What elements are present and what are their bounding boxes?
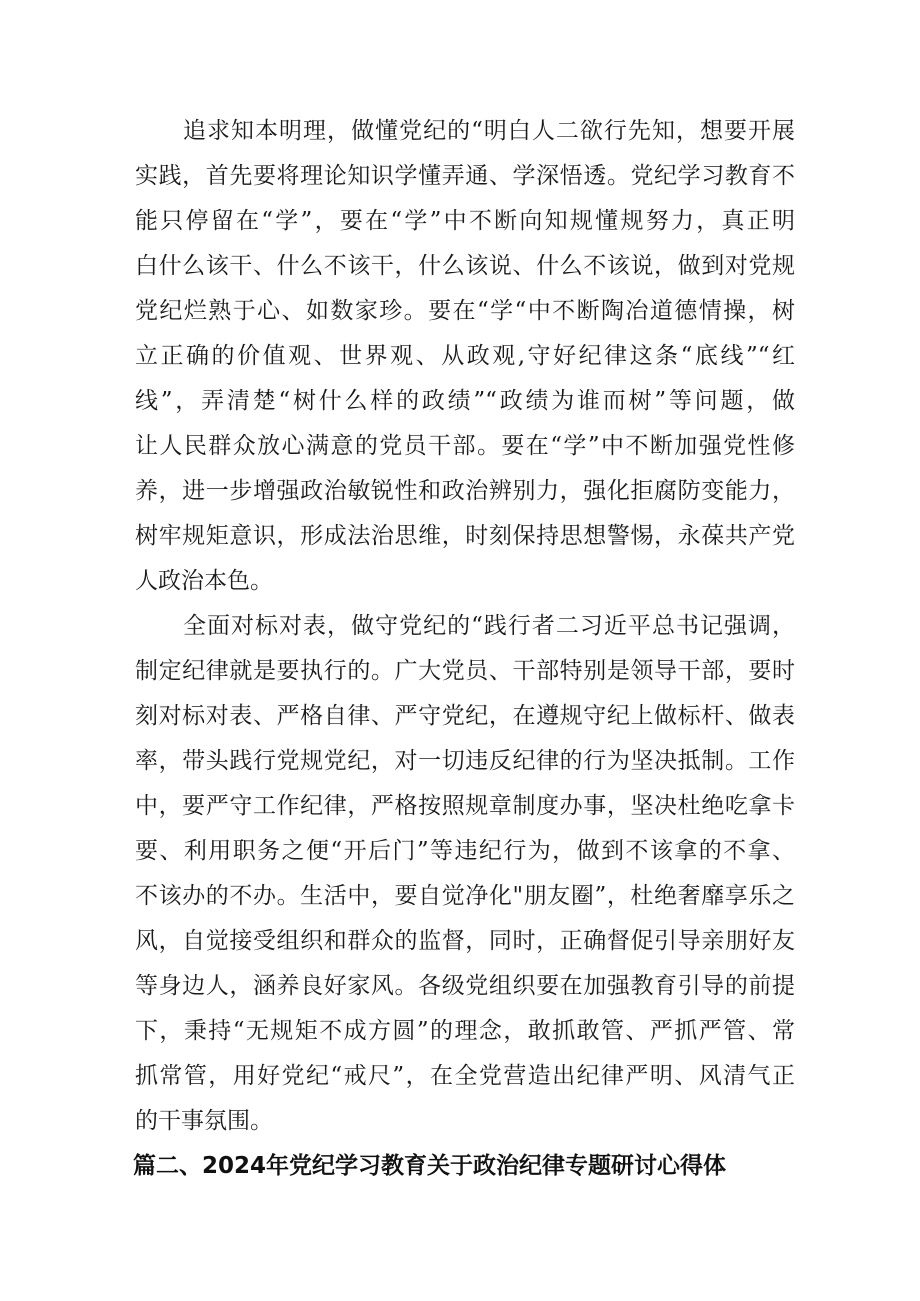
paragraph-2-line-2: 制定纪律就是要执行的。广大党员、干部特别是领导干部，要时 (135, 658, 795, 684)
paragraph-2-line-3: 刻对标对表、严格自律、严守党纪，在遵规守纪上做标杆、做表 (135, 703, 795, 729)
paragraph-1-line-2: 实践，首先要将理论知识学懂弄通、学深悟透。党纪学习教育不 (135, 163, 795, 189)
paragraph-2-line-11: 抓常管，用好党纪“戒尺”，在全党营造出纪律严明、风清气正 (135, 1063, 795, 1089)
paragraph-1-line-3: 能只停留在“学”，要在“学”中不断向知规懂规努力，真正明 (135, 208, 795, 234)
paragraph-2-line-1: 全面对标对表，做守党纪的“践行者二习近平总书记强调， (183, 613, 795, 639)
paragraph-1-line-1: 追求知本明理，做懂党纪的“明白人二欲行先知，想要开展 (183, 118, 795, 144)
paragraph-1-line-5: 党纪烂熟于心、如数家珍。要在“学“中不断陶冶道德情操，树 (135, 298, 795, 324)
paragraph-1-line-4: 白什么该干、什么不该干，什么该说、什么不该说，做到对党规 (135, 253, 795, 279)
paragraph-1-line-7: 线”，弄清楚“树什么样的政绩”“政绩为谁而树”等问题，做 (135, 388, 795, 414)
paragraph-2-line-7: 不该办的不办。生活中，要自觉净化"朋友圈”，杜绝奢靡享乐之 (135, 883, 795, 909)
paragraph-2-line-5: 中，要严守工作纪律，严格按照规章制度办事，坚决杜绝吃拿卡 (135, 793, 795, 819)
paragraph-1-line-9: 养，进一步增强政治敏锐性和政治辨别力，强化拒腐防变能力， (135, 478, 795, 504)
paragraph-1-line-6: 立正确的价值观、世界观、从政观,守好纪律这条“底线”“红 (135, 343, 795, 369)
section-heading: 篇二、2024年党纪学习教育关于政治纪律专题研讨心得体 (133, 1153, 727, 1179)
paragraph-2-line-6: 要、利用职务之便“开后门”等违纪行为，做到不该拿的不拿、 (135, 838, 795, 864)
paragraph-1-line-8: 让人民群众放心满意的党员干部。要在“学”中不断加强党性修 (135, 433, 795, 459)
paragraph-2-line-4: 率，带头践行党规党纪，对一切违反纪律的行为坚决抵制。工作 (135, 748, 795, 774)
paragraph-1-line-11: 人政治本色。 (135, 568, 273, 594)
paragraph-2-line-10: 下，秉持“无规矩不成方圆”的理念，敢抓敢管、严抓严管、常 (135, 1018, 795, 1044)
paragraph-2-line-8: 风，自觉接受组织和群众的监督，同时，正确督促引导亲朋好友 (135, 928, 795, 954)
paragraph-1-line-10: 树牢规矩意识，形成法治思维，时刻保持思想警惕，永葆共产党 (135, 523, 795, 549)
paragraph-2-line-9: 等身边人，涵养良好家风。各级党组织要在加强教育引导的前提 (135, 973, 795, 999)
paragraph-2-line-12: 的干事氛围。 (135, 1108, 273, 1134)
